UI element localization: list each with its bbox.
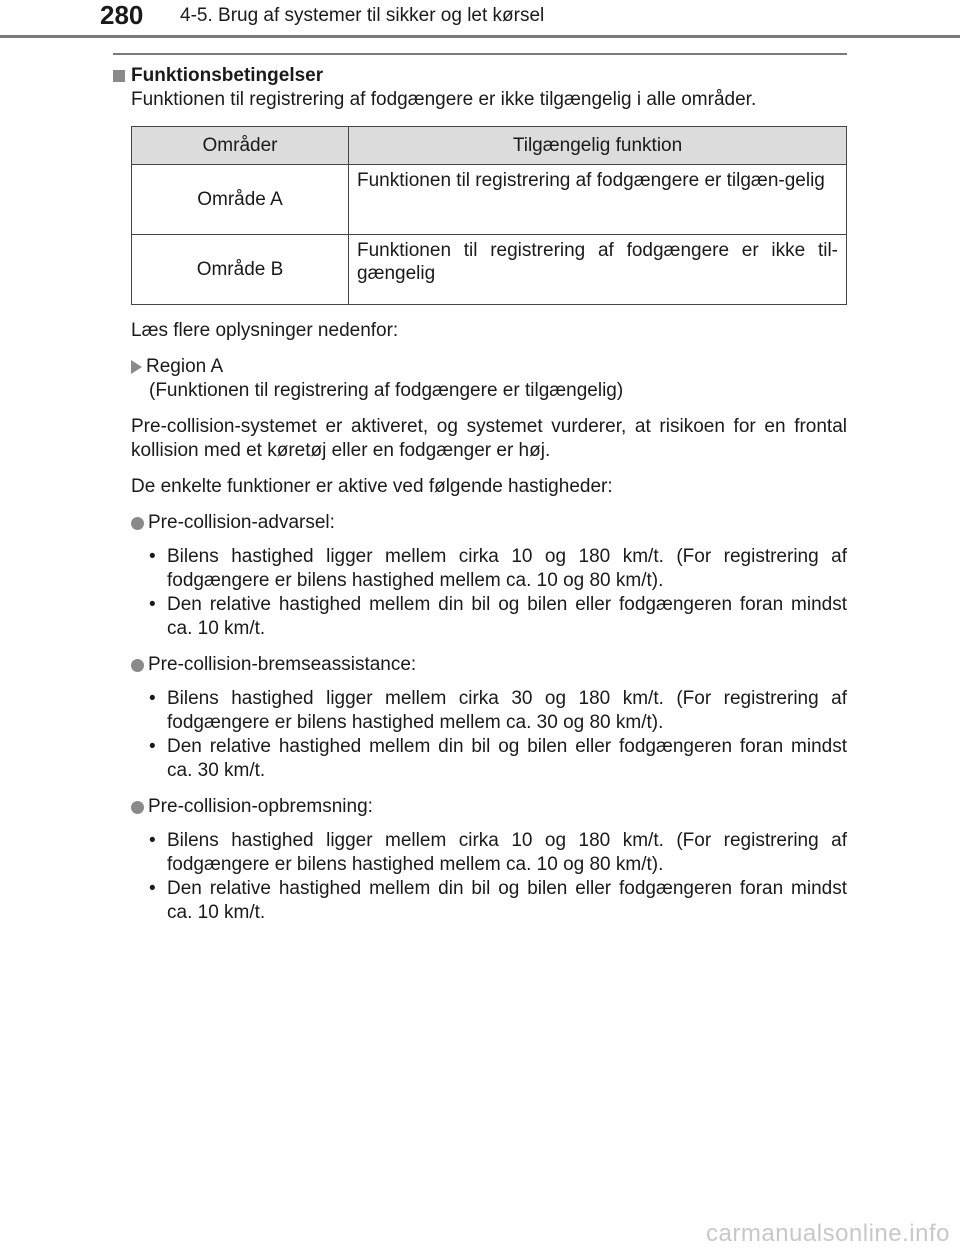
table-cell-region: Område B <box>132 235 349 305</box>
page-number: 280 <box>100 0 144 30</box>
page-content <box>113 64 847 925</box>
chapter-title: 4-5. Brug af systemer til sikker og let kørsel <box>180 5 545 26</box>
section-heading <box>113 64 847 88</box>
table-cell-region: Område A <box>132 165 349 235</box>
section-heading-text: Funktionsbetingelser <box>131 65 324 86</box>
table-header-regions: Områder <box>132 127 349 165</box>
function-title: Pre-collision-bremseassistance: <box>148 654 417 675</box>
square-bullet-icon <box>113 70 125 82</box>
list-item: • Bilens hastighed ligger mellem cirka 10 og 180 km/t. (For registrering af fodgængere er bilens hastighed mellem ca. 10 og 80 km/t). <box>149 829 847 877</box>
function-bullets <box>113 545 847 641</box>
function-title: Pre-collision-opbremsning: <box>148 796 373 817</box>
function-bullets <box>113 687 847 783</box>
function-bullets <box>113 829 847 925</box>
function-item <box>131 511 847 535</box>
paragraph: De enkelte funktioner er aktive ved følgende hastigheder: <box>131 476 613 497</box>
circle-bullet-icon <box>131 801 144 814</box>
list-item: • Den relative hastighed mellem din bil og bilen eller fodgængeren foran mindst ca. 30 km/t. <box>149 735 847 783</box>
triangle-bullet-icon <box>131 360 142 374</box>
list-item: • Bilens hastighed ligger mellem cirka 10 og 180 km/t. (For registrering af fodgængere er bilens hastighed mellem ca. 10 og 80 km/t). <box>149 545 847 593</box>
table-cell-function: Funktionen til registrering af fodgængere er tilgæn-gelig <box>349 165 847 235</box>
region-item <box>131 355 847 379</box>
section-rule <box>113 53 847 55</box>
table-header-function: Tilgængelig funktion <box>349 127 847 165</box>
table-header-row <box>132 127 847 165</box>
paragraph: Pre-collision-systemet er aktiveret, og systemet vurderer, at risikoen for en frontal kollision med et køretøj eller en fodgænger er høj. <box>131 416 847 461</box>
availability-table <box>131 126 847 305</box>
table-row <box>132 235 847 305</box>
table-row <box>132 165 847 235</box>
watermark: carmanualsonline.info <box>706 1220 950 1247</box>
header-rule <box>0 35 960 38</box>
region-title: Region A <box>146 356 224 377</box>
region-subtitle: (Funktionen til registrering af fodgængere er tilgængelig) <box>149 380 624 401</box>
circle-bullet-icon <box>131 517 144 530</box>
circle-bullet-icon <box>131 659 144 672</box>
list-item: • Den relative hastighed mellem din bil og bilen eller fodgængeren foran mindst ca. 10 km/t. <box>149 593 847 641</box>
list-item: • Bilens hastighed ligger mellem cirka 30 og 180 km/t. (For registrering af fodgængere er bilens hastighed mellem ca. 30 og 80 km/t). <box>149 687 847 735</box>
function-item <box>131 795 847 819</box>
function-title: Pre-collision-advarsel: <box>148 512 335 533</box>
table-cell-function: Funktionen til registrering af fodgængere er ikke til-gængelig <box>349 235 847 305</box>
list-item: • Den relative hastighed mellem din bil og bilen eller fodgængeren foran mindst ca. 10 km/t. <box>149 877 847 925</box>
function-item <box>131 653 847 677</box>
more-info-text: Læs flere oplysninger nedenfor: <box>131 320 399 341</box>
section-intro: Funktionen til registrering af fodgængere er ikke tilgængelig i alle områder. <box>131 89 757 110</box>
